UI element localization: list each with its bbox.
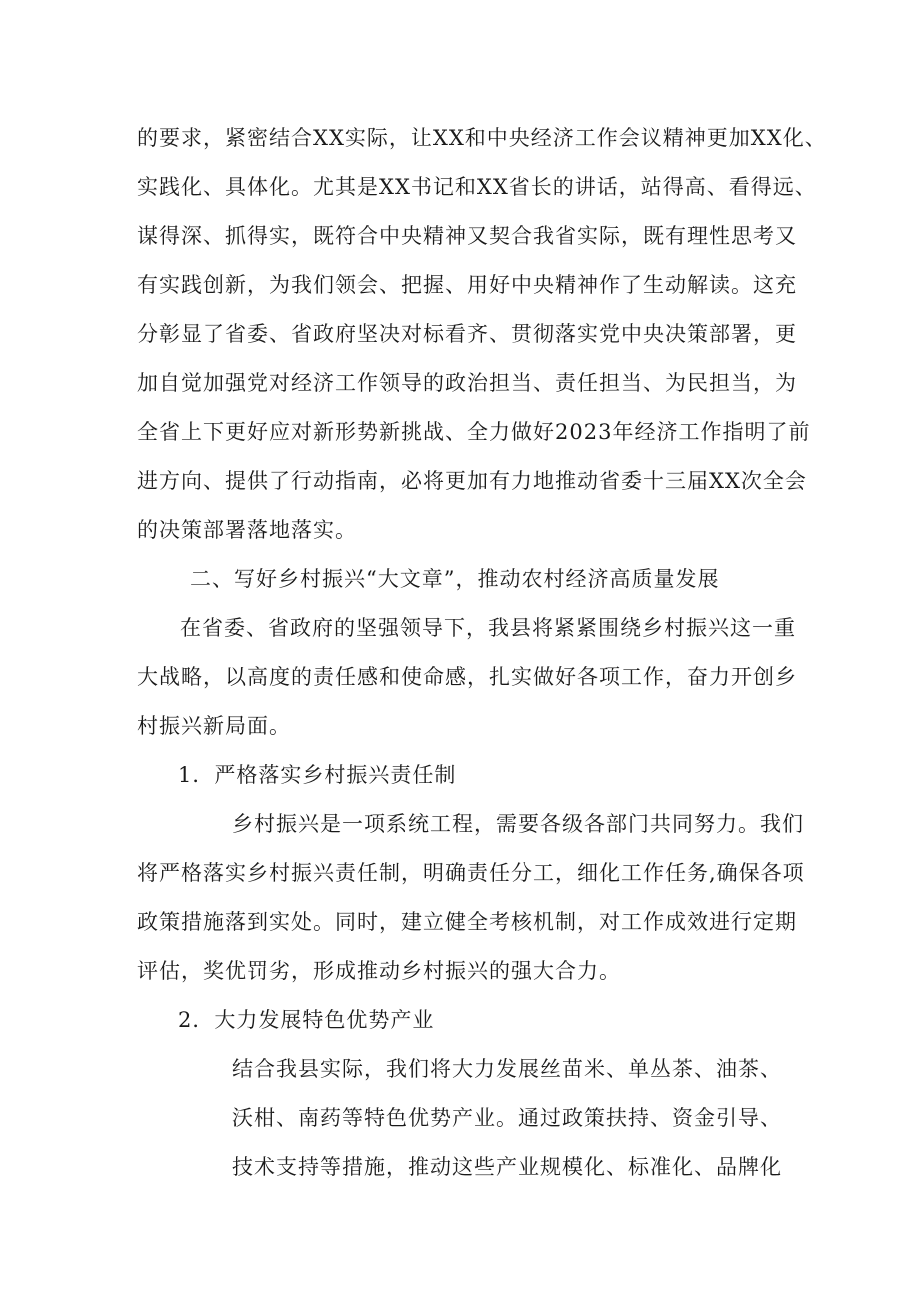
item-heading: 2．大力发展特色优势产业 (178, 1008, 435, 1032)
paragraph-line: 在省委、省政府的坚强领导下，我县将紧紧围绕乡村振兴这一重 (180, 616, 796, 640)
paragraph-line: 大战略，以高度的责任感和使命感，扎实做好各项工作，奋力开创乡 (137, 665, 797, 689)
paragraph-line: 政策措施落到实处。同时，建立健全考核机制，对工作成效进行定期 (137, 910, 797, 934)
paragraph-line: 乡村振兴是一项系统工程，需要各级各部门共同努力。我们 (232, 812, 804, 836)
paragraph-line: 谋得深、抓得实，既符合中央精神又契合我省实际，既有理性思考又 (137, 224, 797, 248)
paragraph-line: 评估，奖优罚劣，形成推动乡村振兴的强大合力。 (137, 959, 621, 983)
paragraph-line: 加自觉加强党对经济工作领导的政治担当、责任担当、为民担当，为 (137, 371, 797, 395)
paragraph-line: 结合我县实际，我们将大力发展丝苗米、单丛茶、油茶、 (232, 1057, 782, 1081)
paragraph-line: 实践化、具体化。尤其是XX书记和XX省长的讲话，站得高、看得远、 (137, 175, 817, 199)
paragraph-line: 进方向、提供了行动指南，必将更加有力地推动省委十三届XX次全会 (137, 469, 807, 493)
paragraph-line: 的要求，紧密结合XX实际，让XX和中央经济工作会议精神更加XX化、 (137, 126, 827, 150)
paragraph-line: 村振兴新局面。 (137, 714, 291, 738)
paragraph-line: 分彰显了省委、省政府坚决对标看齐、贯彻落实党中央决策部署，更 (137, 322, 797, 346)
paragraph-line: 沃柑、南药等特色优势产业。通过政策扶持、资金引导、 (232, 1106, 782, 1130)
paragraph-line: 的决策部署落地落实。 (137, 518, 357, 542)
item-heading: 1．严格落实乡村振兴责任制 (178, 763, 457, 787)
paragraph-line: 将严格落实乡村振兴责任制，明确责任分工，细化工作任务,确保各项 (137, 861, 805, 885)
section-heading: 二、写好乡村振兴“大文章”，推动农村经济高质量发展 (190, 567, 720, 591)
paragraph-line: 全省上下更好应对新形势新挑战、全力做好2023年经济工作指明了前 (137, 420, 811, 444)
paragraph-line: 有实践创新，为我们领会、把握、用好中央精神作了生动解读。这充 (137, 273, 797, 297)
paragraph-line: 技术支持等措施，推动这些产业规模化、标准化、品牌化 (232, 1155, 782, 1179)
